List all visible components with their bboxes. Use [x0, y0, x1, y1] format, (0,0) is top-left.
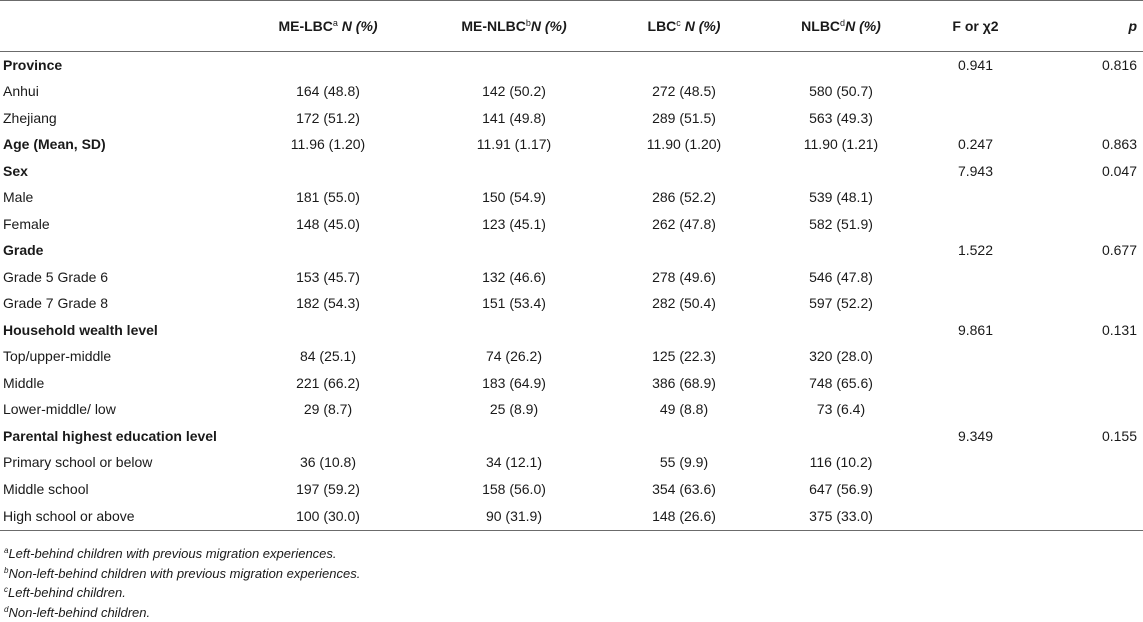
cell-p-value: [1035, 476, 1143, 503]
cell-me-nlbc: 123 (45.1): [482, 215, 546, 232]
cell-nlbc: 580 (50.7): [809, 83, 873, 100]
cell-p-value: [1035, 78, 1143, 105]
cell-me-nlbc: 151 (53.4): [482, 295, 546, 312]
row-label: Grade 7 Grade 8: [3, 295, 109, 312]
cell-lbc: 282 (50.4): [652, 295, 716, 312]
cell-p-value: [1035, 105, 1143, 132]
table-row: [0, 396, 1143, 423]
footnote: [4, 603, 360, 622]
cell-me-nlbc: 90 (31.9): [426, 502, 602, 530]
table-row: [0, 502, 1143, 530]
footnote-marker: b: [4, 565, 9, 575]
table-header-row: [0, 1, 1143, 52]
cell-nlbc: [766, 52, 916, 79]
cell-nlbc: 597 (52.2): [809, 295, 873, 312]
header-label-column: [0, 1, 230, 52]
footnote: [4, 564, 360, 584]
cell-nlbc: 375 (33.0): [766, 502, 916, 530]
footnote-marker: c: [4, 585, 8, 594]
cell-f-or-chi2: [916, 184, 1035, 211]
cell-nlbc: 320 (28.0): [809, 348, 873, 365]
cell-me-nlbc: 34 (12.1): [485, 454, 543, 471]
cell-me-nlbc: 141 (49.8): [482, 109, 546, 126]
cell-me-lbc: [230, 237, 426, 264]
cell-f-or-chi2: [916, 476, 1035, 503]
cell-nlbc: 563 (49.3): [809, 109, 873, 126]
cell-p-value: [1035, 264, 1143, 291]
table-section-row: [0, 131, 1143, 158]
cell-me-nlbc: [426, 237, 602, 264]
cell-lbc: 272 (48.5): [652, 83, 716, 100]
footnote: [4, 583, 360, 603]
cell-me-lbc: [230, 158, 426, 185]
cell-nlbc: 73 (6.4): [816, 401, 866, 418]
cell-me-lbc: 164 (48.8): [296, 83, 360, 100]
cell-me-lbc: 221 (66.2): [296, 374, 360, 391]
cell-p-value: [1035, 343, 1143, 370]
cell-me-lbc: 153 (45.7): [296, 268, 360, 285]
table-row: [0, 264, 1143, 291]
cell-nlbc: [766, 237, 916, 264]
cell-f-or-chi2: [916, 502, 1035, 530]
row-label: Province: [3, 57, 63, 73]
cell-me-nlbc: [426, 423, 602, 450]
cell-f-or-chi2: [916, 370, 1035, 397]
cell-f-or-chi2: [916, 396, 1035, 423]
cell-me-lbc: 29 (8.7): [303, 401, 353, 418]
cell-nlbc: [766, 317, 916, 344]
table-section-row: [0, 52, 1143, 79]
cell-p-value: [1035, 502, 1143, 530]
table-row: [0, 370, 1143, 397]
header-f-or-chi2: F or χ2: [916, 1, 1035, 52]
footnote-text: Left-behind children with previous migration experiences.: [8, 546, 337, 561]
cell-p-value: 0.131: [1101, 321, 1137, 338]
cell-nlbc: 539 (48.1): [809, 189, 873, 206]
row-label: Primary school or below: [3, 454, 153, 471]
cell-me-nlbc: [426, 158, 602, 185]
cell-nlbc: [766, 423, 916, 450]
table-row: [0, 78, 1143, 105]
cell-p-value: [1035, 211, 1143, 238]
table-row: [0, 449, 1143, 476]
cell-nlbc: 748 (65.6): [809, 374, 873, 391]
cell-p-value: [1035, 290, 1143, 317]
cell-me-lbc: 172 (51.2): [296, 109, 360, 126]
cell-lbc: 354 (63.6): [652, 480, 716, 497]
cell-me-lbc: 182 (54.3): [296, 295, 360, 312]
cell-nlbc: 546 (47.8): [809, 268, 873, 285]
cell-me-nlbc: 74 (26.2): [485, 348, 543, 365]
row-label: Age (Mean, SD): [3, 136, 106, 153]
cell-f-or-chi2: 9.349: [957, 427, 994, 444]
cell-f-or-chi2: [916, 211, 1035, 238]
cell-f-or-chi2: 1.522: [957, 242, 994, 259]
footnote: [4, 544, 360, 564]
cell-me-lbc: 11.96 (1.20): [290, 136, 366, 153]
cell-nlbc: [766, 158, 916, 185]
cell-lbc: 286 (52.2): [652, 189, 716, 206]
table-section-row: [0, 158, 1143, 185]
row-label: Household wealth level: [3, 321, 158, 338]
cell-lbc: 55 (9.9): [659, 454, 709, 471]
row-label: Sex: [3, 162, 28, 179]
cell-me-lbc: 84 (25.1): [299, 348, 357, 365]
cell-me-nlbc: 142 (50.2): [482, 83, 546, 100]
cell-nlbc: 11.90 (1.21): [803, 136, 879, 153]
row-label: Grade 5 Grade 6: [3, 268, 109, 285]
row-label: Female: [3, 215, 50, 232]
row-label: Middle school: [3, 480, 89, 497]
footnote-text: Non-left-behind children.: [8, 604, 151, 620]
table-row: [0, 290, 1143, 317]
row-label: Male: [3, 189, 34, 206]
cell-f-or-chi2: 9.861: [957, 321, 994, 338]
footnote-marker: a: [4, 546, 9, 555]
cell-lbc: [602, 237, 766, 264]
cell-f-or-chi2: [916, 78, 1035, 105]
row-label: High school or above: [0, 502, 230, 530]
cell-lbc: 49 (8.8): [659, 401, 709, 418]
cell-me-lbc: 181 (55.0): [296, 189, 360, 206]
cell-p-value: 0.677: [1101, 242, 1137, 259]
table-row: [0, 105, 1143, 132]
cell-me-lbc: [230, 423, 426, 450]
cell-me-lbc: 36 (10.8): [299, 454, 357, 471]
cell-nlbc: 647 (56.9): [809, 480, 873, 497]
footnote-text: Left-behind children.: [8, 585, 126, 600]
cell-lbc: 125 (22.3): [652, 348, 716, 365]
cell-p-value: 0.863: [1101, 136, 1137, 153]
cell-me-lbc: 148 (45.0): [296, 215, 360, 232]
cell-me-nlbc: 11.91 (1.17): [476, 136, 552, 153]
row-label: Zhejiang: [3, 109, 57, 126]
cell-me-nlbc: [426, 52, 602, 79]
cell-f-or-chi2: [916, 105, 1035, 132]
cell-lbc: [602, 52, 766, 79]
cell-lbc: 289 (51.5): [652, 109, 716, 126]
row-label: Grade: [3, 242, 44, 259]
cell-f-or-chi2: 0.247: [957, 136, 994, 153]
cell-p-value: 0.816: [1101, 57, 1137, 73]
cell-lbc: 11.90 (1.20): [646, 136, 722, 153]
cell-nlbc: 116 (10.2): [809, 454, 873, 471]
cell-lbc: [602, 423, 766, 450]
table-section-row: [0, 423, 1143, 450]
row-label: Parental highest education level: [3, 427, 217, 444]
cell-p-value: [1035, 370, 1143, 397]
cell-f-or-chi2: 0.941: [957, 57, 994, 73]
cell-p-value: [1035, 184, 1143, 211]
header-me-lbc: ME-LBC$^a$ N (%): [230, 1, 426, 52]
table-section-row: [0, 317, 1143, 344]
table-section-row: [0, 237, 1143, 264]
cell-nlbc: 582 (51.9): [809, 215, 873, 232]
cell-p-value: [1035, 449, 1143, 476]
footnote-marker: d: [4, 604, 9, 614]
cell-lbc: 278 (49.6): [652, 268, 716, 285]
cell-me-nlbc: 158 (56.0): [482, 480, 546, 497]
cell-me-lbc: [230, 317, 426, 344]
cell-me-lbc: [230, 52, 426, 79]
header-p-value: p: [1035, 1, 1143, 52]
table-row: [0, 211, 1143, 238]
footnote-text: Non-left-behind children with previous migration experiences.: [8, 565, 361, 581]
cell-lbc: 386 (68.9): [652, 374, 716, 391]
cell-me-nlbc: 183 (64.9): [482, 374, 546, 391]
cell-p-value: 0.047: [1101, 162, 1137, 179]
table-row: [0, 476, 1143, 503]
table-row: [0, 343, 1143, 370]
row-label: Anhui: [3, 83, 39, 100]
header-lbc: LBC$^c$ N (%): [602, 1, 766, 52]
cell-lbc: 262 (47.8): [652, 215, 716, 232]
cell-f-or-chi2: 7.943: [957, 162, 994, 179]
row-label: Lower-middle/ low: [3, 401, 116, 418]
cell-me-lbc: 100 (30.0): [230, 502, 426, 530]
row-label: Middle: [3, 374, 45, 391]
cell-f-or-chi2: [916, 449, 1035, 476]
table-row: [0, 184, 1143, 211]
cell-me-nlbc: 150 (54.9): [482, 189, 546, 206]
cell-f-or-chi2: [916, 290, 1035, 317]
cell-f-or-chi2: [916, 343, 1035, 370]
cell-p-value: [1035, 396, 1143, 423]
header-me-nlbc: ME-NLBC$^b$N (%): [426, 1, 602, 52]
table-footnotes: [4, 544, 360, 622]
cell-lbc: [602, 158, 766, 185]
cell-f-or-chi2: [916, 264, 1035, 291]
cell-lbc: [602, 317, 766, 344]
row-label: Top/upper-middle: [3, 348, 112, 365]
header-nlbc: NLBC$^d$N (%): [766, 1, 916, 52]
cell-me-lbc: 197 (59.2): [296, 480, 360, 497]
cell-me-nlbc: 132 (46.6): [482, 268, 546, 285]
cell-lbc: 148 (26.6): [602, 502, 766, 530]
cell-me-nlbc: [426, 317, 602, 344]
table-body: [0, 52, 1143, 531]
cell-me-nlbc: 25 (8.9): [489, 401, 539, 418]
cell-p-value: 0.155: [1101, 427, 1137, 444]
